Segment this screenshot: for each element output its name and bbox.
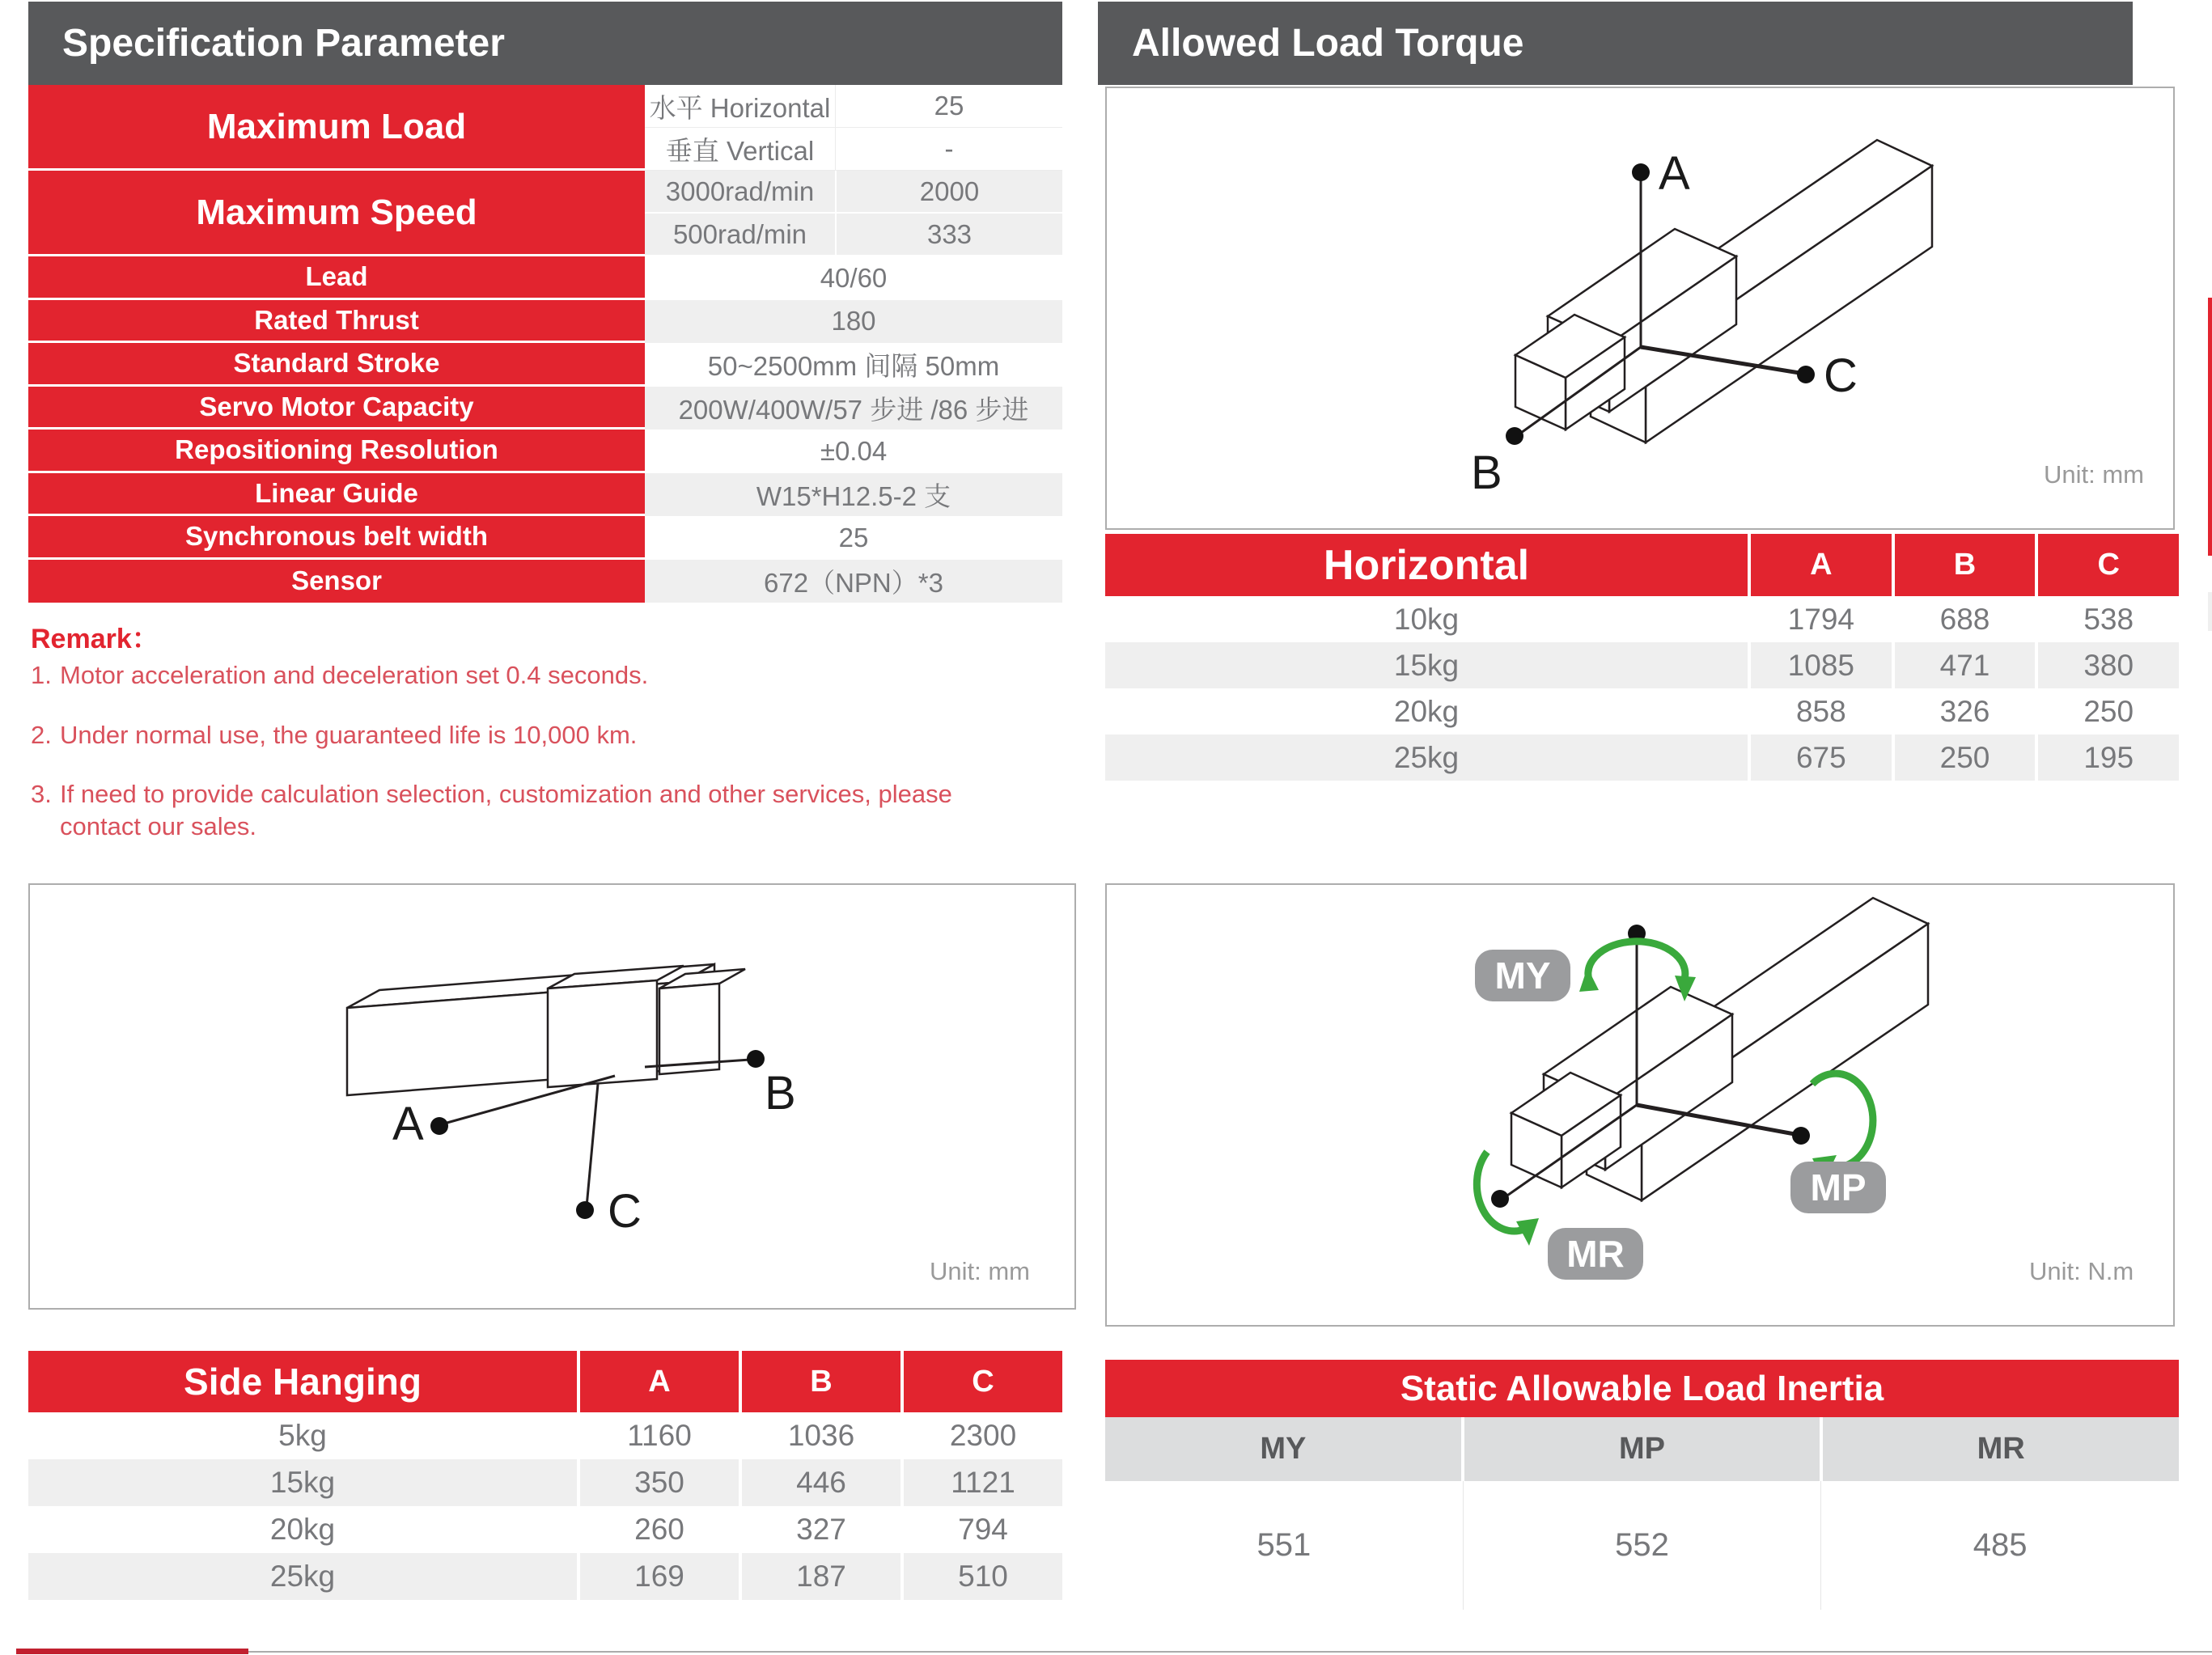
cell-a: 1085 xyxy=(1748,642,1892,688)
remark-item-1 xyxy=(31,659,648,692)
spec-label: Linear Guide xyxy=(28,473,645,517)
right-edge-red-sliver xyxy=(2208,298,2212,556)
cell-b: 471 xyxy=(1892,642,2036,688)
remark-number: 1. xyxy=(31,661,52,689)
cell-c: 380 xyxy=(2035,642,2179,688)
spec-value: ±0.04 xyxy=(645,430,1062,473)
spec-value: 672（NPN）*3 xyxy=(645,560,1062,603)
spec-value: 40/60 xyxy=(645,256,1062,300)
column-header-b: B xyxy=(1892,534,2036,596)
table-row xyxy=(28,1506,1062,1553)
table-row xyxy=(1105,596,2179,642)
spec-subname: 3000rad/min xyxy=(645,171,835,214)
spec-subname: 水平 Horizontal xyxy=(645,85,835,128)
cell-a: 169 xyxy=(577,1553,739,1600)
table-row xyxy=(28,1412,1062,1459)
static-allowable-load-inertia-table xyxy=(1105,1360,2179,1610)
section-title-allowed-load-torque-text: Allowed Load Torque xyxy=(1132,22,1524,65)
spec-label: Synchronous belt width xyxy=(28,516,645,560)
spec-row-standard-stroke xyxy=(28,343,1062,387)
spec-row-repositioning-resolution xyxy=(28,430,1062,473)
torque-badge-my: MY xyxy=(1475,950,1570,1001)
remark-number: 3. xyxy=(31,780,52,808)
specification-table xyxy=(28,85,1062,603)
remark-text: If need to provide calculation selection, customization and other services, please contact our sales. xyxy=(60,780,952,840)
cell-c: 250 xyxy=(2035,688,2179,734)
cell-c: 538 xyxy=(2035,596,2179,642)
axis-label-c: C xyxy=(1824,349,1858,402)
spec-value: 50~2500mm 间隔 50mm xyxy=(645,343,1062,387)
table-row xyxy=(1105,734,2179,781)
cell-b: 326 xyxy=(1892,688,2036,734)
spec-label: Sensor xyxy=(28,560,645,603)
spec-subrow xyxy=(645,128,1062,171)
spec-label-maximum-load: Maximum Load xyxy=(28,85,645,171)
spec-subvalue: 333 xyxy=(835,214,1062,256)
cell-a: 350 xyxy=(577,1459,739,1506)
remark-text: Motor acceleration and deceleration set 0.4 seconds. xyxy=(60,661,649,689)
row-label: 5kg xyxy=(278,1419,327,1452)
remark-title: Remark： xyxy=(31,624,159,654)
spec-row-linear-guide xyxy=(28,473,1062,517)
table-title: Horizontal xyxy=(1105,534,1748,596)
value-mp: 552 xyxy=(1463,1481,1821,1610)
spec-row-maximum-speed xyxy=(28,171,1062,256)
spec-row-servo-motor-capacity xyxy=(28,387,1062,430)
axis-label-a: A xyxy=(392,1098,424,1150)
cell-c: 195 xyxy=(2035,734,2179,781)
horizontal-table xyxy=(1105,534,2179,781)
value-my: 551 xyxy=(1105,1481,1463,1610)
spec-row-lead xyxy=(28,256,1062,300)
table-title-row xyxy=(1105,1360,2179,1417)
unit-label: Unit: mm xyxy=(2044,460,2144,489)
column-header-a: A xyxy=(1748,534,1892,596)
table-value-row xyxy=(1105,1481,2179,1610)
column-header-c: C xyxy=(2035,534,2179,596)
table-row xyxy=(28,1553,1062,1600)
torque-badge-mr: MR xyxy=(1548,1228,1643,1280)
cell-a: 260 xyxy=(577,1506,739,1553)
spec-value: W15*H12.5-2 支 xyxy=(645,473,1062,517)
remark-text: Under normal use, the guaranteed life is 10,000 km. xyxy=(60,721,638,749)
axis-label-c: C xyxy=(608,1185,642,1238)
right-edge-gray-sliver xyxy=(2208,592,2212,631)
spec-row-maximum-load xyxy=(28,85,1062,171)
cell-c: 510 xyxy=(900,1553,1062,1600)
section-title-specification xyxy=(28,2,1062,85)
unit-label: Unit: N.m xyxy=(2029,1257,2134,1285)
column-header-mp: MP xyxy=(1461,1417,1820,1481)
row-label: 10kg xyxy=(1393,602,1460,636)
table-row xyxy=(1105,642,2179,688)
remark-item-3 xyxy=(31,778,990,843)
remark-item-2 xyxy=(31,719,637,751)
spec-subrow xyxy=(645,214,1062,256)
bottom-accent-bar xyxy=(16,1649,248,1654)
spec-subvalue: - xyxy=(835,128,1062,171)
spec-value: 25 xyxy=(645,516,1062,560)
cell-a: 1794 xyxy=(1748,596,1892,642)
cell-a: 1160 xyxy=(577,1412,739,1459)
spec-value: 180 xyxy=(645,300,1062,344)
side-hanging-diagram xyxy=(28,883,1076,1310)
row-label: 20kg xyxy=(1393,694,1460,728)
rail-isometric-drawing xyxy=(30,885,1078,1311)
table-title: Side Hanging xyxy=(28,1351,577,1412)
cell-a: 675 xyxy=(1748,734,1892,781)
spec-subname: 500rad/min xyxy=(645,214,835,256)
spec-subname: 垂直 Vertical xyxy=(645,128,835,171)
cell-b: 1036 xyxy=(739,1412,900,1459)
table-title: Static Allowable Load Inertia xyxy=(1105,1360,2179,1417)
table-row xyxy=(1105,688,2179,734)
rail-isometric-drawing xyxy=(1107,88,2176,531)
spec-row-sensor xyxy=(28,560,1062,603)
column-header-a: A xyxy=(577,1351,739,1412)
torque-badge-mp: MP xyxy=(1790,1162,1886,1213)
side-hanging-table xyxy=(28,1351,1062,1600)
cell-b: 688 xyxy=(1892,596,2036,642)
column-header-c: C xyxy=(900,1351,1062,1412)
remark-number: 2. xyxy=(31,721,52,749)
value-mr: 485 xyxy=(1820,1481,2179,1610)
spec-row-synchronous-belt-width xyxy=(28,516,1062,560)
spec-label: Lead xyxy=(28,256,645,300)
cell-c: 794 xyxy=(900,1506,1062,1553)
spec-subrow xyxy=(645,85,1062,128)
axis-label-a: A xyxy=(1659,147,1690,200)
row-label: 20kg xyxy=(269,1513,336,1546)
row-label: 15kg xyxy=(1393,648,1460,682)
column-header-mr: MR xyxy=(1820,1417,2179,1481)
spec-subvalue: 25 xyxy=(835,85,1062,128)
spec-subvalue: 2000 xyxy=(835,171,1062,214)
unit-label: Unit: mm xyxy=(930,1257,1030,1285)
spec-label: Servo Motor Capacity xyxy=(28,387,645,430)
spec-value: 200W/400W/57 步进 /86 步进 xyxy=(645,387,1062,430)
section-title-allowed-load-torque xyxy=(1098,2,2133,85)
spec-label-maximum-speed: Maximum Speed xyxy=(28,171,645,256)
spec-label: Rated Thrust xyxy=(28,300,645,344)
spec-values-maximum-load xyxy=(645,85,1062,171)
cell-a: 858 xyxy=(1748,688,1892,734)
table-header-row xyxy=(1105,534,2179,596)
bottom-rule-line xyxy=(248,1651,2212,1653)
row-label: 25kg xyxy=(1393,740,1460,774)
cell-b: 187 xyxy=(739,1553,900,1600)
spec-values-maximum-speed xyxy=(645,171,1062,256)
section-title-specification-text: Specification Parameter xyxy=(62,22,505,65)
column-header-b: B xyxy=(739,1351,900,1412)
axis-label-b: B xyxy=(1471,447,1502,499)
spec-subrow xyxy=(645,171,1062,214)
axis-label-b: B xyxy=(765,1067,796,1120)
table-header-row xyxy=(1105,1417,2179,1481)
table-header-row xyxy=(28,1351,1062,1412)
cell-b: 250 xyxy=(1892,734,2036,781)
spec-label: Standard Stroke xyxy=(28,343,645,387)
table-row xyxy=(28,1459,1062,1506)
spec-row-rated-thrust xyxy=(28,300,1062,344)
cell-c: 2300 xyxy=(900,1412,1062,1459)
cell-c: 1121 xyxy=(900,1459,1062,1506)
allowed-load-abc-diagram xyxy=(1105,87,2175,530)
column-header-my: MY xyxy=(1105,1417,1461,1481)
cell-b: 446 xyxy=(739,1459,900,1506)
spec-label: Repositioning Resolution xyxy=(28,430,645,473)
torque-axes-diagram xyxy=(1105,883,2175,1327)
row-label: 25kg xyxy=(269,1560,336,1593)
cell-b: 327 xyxy=(739,1506,900,1553)
row-label: 15kg xyxy=(269,1466,336,1499)
